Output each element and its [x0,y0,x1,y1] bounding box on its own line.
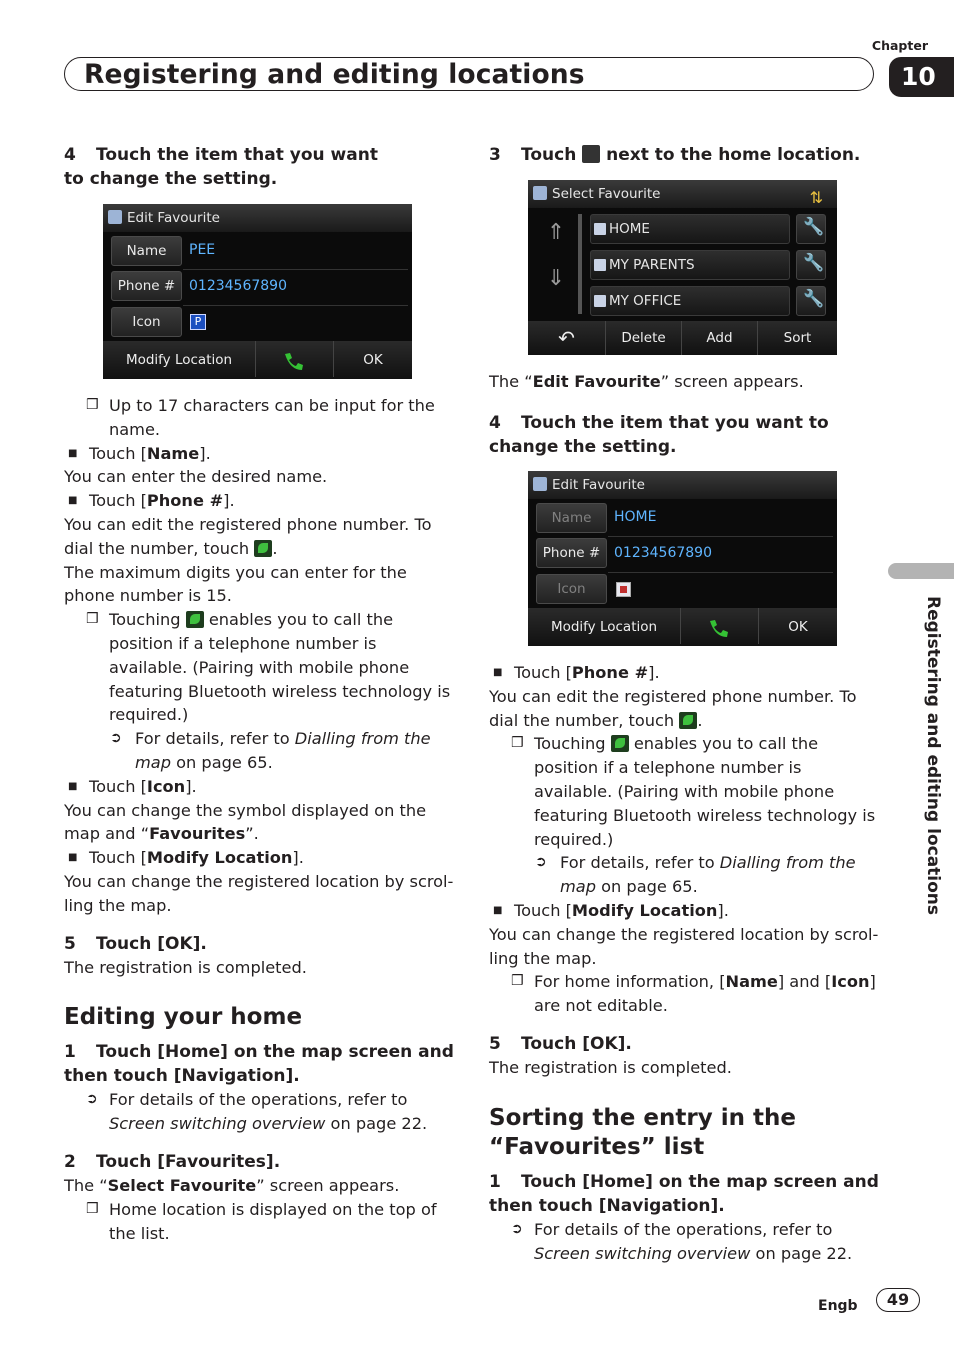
name-value: HOME [614,509,657,525]
side-tab [921,596,945,966]
paragraph [489,685,879,733]
text-bold: Name [725,972,778,992]
phone-icon [254,540,272,557]
home-icon [616,582,631,597]
paragraph [64,513,456,561]
text: ]. [648,663,660,682]
screen-title-bar [528,471,837,499]
text: . [697,710,703,730]
text: You can edit the registered phone number. To dial the number, touch [489,686,857,730]
screen-title: Select Favourite [552,186,661,202]
step-text: Touch [Favourites]. [96,1151,281,1172]
text-bold: Icon [146,776,186,796]
text: Touching [534,734,606,754]
name-button[interactable]: Name [111,236,182,266]
text-bold: Phone # [571,663,649,682]
favourite-icon [108,210,122,224]
bullet: ■ [68,495,78,507]
bullet: ■ [68,852,78,864]
call-button[interactable] [255,341,333,377]
phone-button[interactable]: Phone # [536,538,607,568]
list-item-label: MY OFFICE [609,293,682,309]
note-marker: ❒ [86,397,99,413]
bullet: ■ [68,447,78,459]
note-marker: ❒ [86,611,99,628]
icon-button[interactable]: Icon [536,574,607,604]
text: Touch [ [89,443,147,463]
text-bold: Select Favourite [107,1175,257,1195]
text: For details of the operations, refer to [534,1219,833,1239]
text: ]. [185,776,197,796]
ok-button[interactable]: OK [333,341,412,377]
text-bold: Icon [831,972,870,992]
text: enables you to call the position if a telephone number is available. (Pairing with mobile phone featuring Bluetooth wireless technology is required.) [109,610,451,725]
text-italic: Dialling from the map [135,729,431,772]
right-step-3 [489,143,879,167]
text-bold: Edit Favourite [532,372,661,391]
right-body [489,661,879,1265]
modify-location-button[interactable]: Modify Location [550,619,658,635]
add-button[interactable]: Add [681,321,757,355]
edit-parents-button[interactable] [796,250,826,280]
section-heading: “Favourites” list [489,1133,705,1160]
paragraph: You can change the registered location by scrol-ling the map. [489,924,879,968]
edit-office-button[interactable] [796,286,826,316]
note-marker: ❒ [511,973,524,990]
list-item-home[interactable] [590,214,790,244]
step-number: 5 [64,933,76,954]
screen-title-bar [103,204,412,232]
screen-bottom-bar [103,341,412,379]
note-marker: ❒ [86,1200,99,1217]
phone-icon [282,349,304,367]
text: on page 65. [601,877,698,897]
text: ]. [223,491,235,511]
icon-button[interactable]: Icon [111,307,182,337]
step-number: 2 [64,1151,76,1172]
text-bold: Phone # [146,491,224,511]
scroll-down-icon[interactable]: ⇓ [546,266,566,291]
divider [183,269,408,270]
section-heading: Sorting the entry in the [489,1104,796,1131]
step-text: Touch the item that you want to change the setting. [64,145,378,189]
section-heading: Editing your home [64,1004,303,1031]
text: For home information, [ [534,972,726,992]
delete-button[interactable]: Delete [605,321,681,355]
left-body [64,394,456,1245]
list-item-office[interactable] [590,286,790,316]
phone-value: 01234567890 [614,545,712,561]
chapter-number: 10 [889,57,954,97]
favourite-icon [533,186,547,200]
edit-home-button[interactable] [796,214,826,244]
text-bold: Modify Location [146,848,293,868]
paragraph: You can enter the desired name. [64,467,328,487]
phone-icon [679,712,697,729]
text: Touch [ [89,491,147,511]
step-text: Touch [OK]. [96,933,207,954]
back-arrow-icon: ↶ [558,326,575,350]
favourite-icon [594,295,606,307]
left-step-4 [64,143,394,191]
text: ” screen appears. [660,372,804,391]
text-bold: Favourites [149,824,246,844]
screen-title: Edit Favourite [552,477,645,493]
text: ] and [ [777,972,832,992]
phone-button[interactable]: Phone # [111,271,182,301]
text: on page 22. [330,1114,428,1134]
step-number: 4 [489,412,501,433]
text: ] are not editable. [534,972,876,1016]
text-bold: Modify Location [571,900,718,920]
step-number: 3 [489,145,501,165]
divider [608,572,833,573]
step-text: Touch [Home] on the map screen and then touch [Navigation]. [489,1171,879,1216]
list-item-label: MY PARENTS [609,257,695,273]
right-mid [489,370,879,459]
screen-bottom-bar [528,608,837,646]
favourite-icon [533,477,547,491]
text: Touch [ [514,900,572,920]
screen-title-bar [528,180,837,208]
text: Touch [ [514,663,572,682]
step-text: Touch [Home] on the map screen and then touch [Navigation]. [64,1042,454,1087]
text-italic: Dialling from the map [560,853,856,897]
text: Touch [ [89,776,147,796]
step-text: Touch the item that you want to change the setting. [489,412,829,457]
text: For details, refer to [560,853,715,873]
list-item-parents[interactable] [590,250,790,280]
text: ”. [245,824,259,844]
wrench-icon: 🔧 [803,289,825,309]
favourite-icon [594,259,606,271]
scroll-up-icon[interactable]: ⇑ [546,220,566,245]
side-tab-label: Registering and editing locations [923,596,943,916]
divider [608,536,833,537]
bullet: ■ [493,904,503,916]
text: You can change the symbol displayed on the map and “ [64,800,427,844]
note-marker: ❒ [511,735,524,752]
text-italic: Screen switching overview [534,1243,751,1263]
step-text: Touch [521,145,577,165]
page-number: 49 [876,1288,920,1312]
paragraph [64,1174,456,1198]
language-label: Engb [818,1298,858,1314]
step-number: 1 [64,1042,76,1063]
back-button[interactable] [528,321,605,355]
phone-icon [707,616,729,634]
paragraph: You can change the registered location by scrol-ling the map. [64,871,454,915]
phone-value: 01234567890 [189,278,287,294]
paragraph: The registration is completed. [64,957,307,977]
home-icon [594,223,606,235]
edit-favourite-screen [103,204,412,379]
call-button[interactable] [680,608,758,644]
text-italic: Screen switching overview [109,1114,326,1134]
parking-icon: P [190,314,206,330]
sort-arrows-icon: ⇅ [809,188,823,207]
text-bold: Name [146,443,200,463]
step-text: next to the home location. [606,145,861,165]
text: Touching [109,610,181,630]
step-number: 4 [64,145,76,165]
phone-icon [611,735,629,752]
name-value: PEE [189,242,216,258]
bullet: ■ [68,780,78,792]
text: ]. [199,443,211,463]
text: ]. [717,900,729,920]
sort-button[interactable]: Sort [757,321,837,355]
text: ]. [292,848,304,868]
modify-location-button[interactable]: Modify Location [125,352,233,368]
paragraph [489,370,879,394]
text: You can edit the registered phone number. To dial the number, touch [64,514,432,558]
bullet: ■ [493,667,503,678]
scrollbar[interactable] [578,214,582,314]
text: enables you to call the position if a telephone number is available. (Pairing with mobile phone featuring Bluetooth wireless technology is required.) [534,734,876,849]
reference-arrow-icon: ➲ [511,1220,523,1237]
chapter-label: Chapter [871,38,928,53]
step-text: Touch [OK]. [521,1033,632,1054]
paragraph: The maximum digits you can enter for the phone number is 15. [64,562,407,606]
text: on page 65. [176,752,273,772]
screen-title: Edit Favourite [127,210,220,226]
step-number: 1 [489,1171,501,1192]
text: on page 22. [755,1243,853,1263]
reference-arrow-icon: ➲ [110,730,122,747]
edit-favourite-home-screen [528,471,837,646]
screen-bottom-bar [528,321,837,355]
text: Touch [ [89,848,147,868]
paragraph: The registration is completed. [489,1057,732,1077]
ok-button[interactable]: OK [758,608,837,644]
note-text: Home location is displayed on the top of the list. [109,1199,437,1243]
divider [183,305,408,306]
text: ” screen appears. [256,1175,400,1195]
wrench-icon: 🔧 [803,217,825,237]
page-title: Registering and editing locations [84,59,585,90]
text: For details, refer to [135,729,290,749]
note-text: Up to 17 characters can be input for the name. [109,396,435,439]
step-number: 5 [489,1033,501,1054]
text: The “ [64,1175,108,1195]
name-button[interactable]: Name [536,503,607,533]
text: For details of the operations, refer to [109,1090,408,1110]
wrench-icon: 🔧 [803,253,825,273]
text: The “ [489,372,533,391]
paragraph [64,799,456,847]
select-favourite-screen [528,180,837,355]
wrench-icon [582,145,600,163]
side-tab-marker [888,563,954,579]
reference-arrow-icon: ➲ [86,1091,98,1108]
reference-arrow-icon: ➲ [535,854,547,871]
phone-icon [186,611,204,628]
list-item-label: HOME [609,221,650,237]
text: . [272,538,278,558]
